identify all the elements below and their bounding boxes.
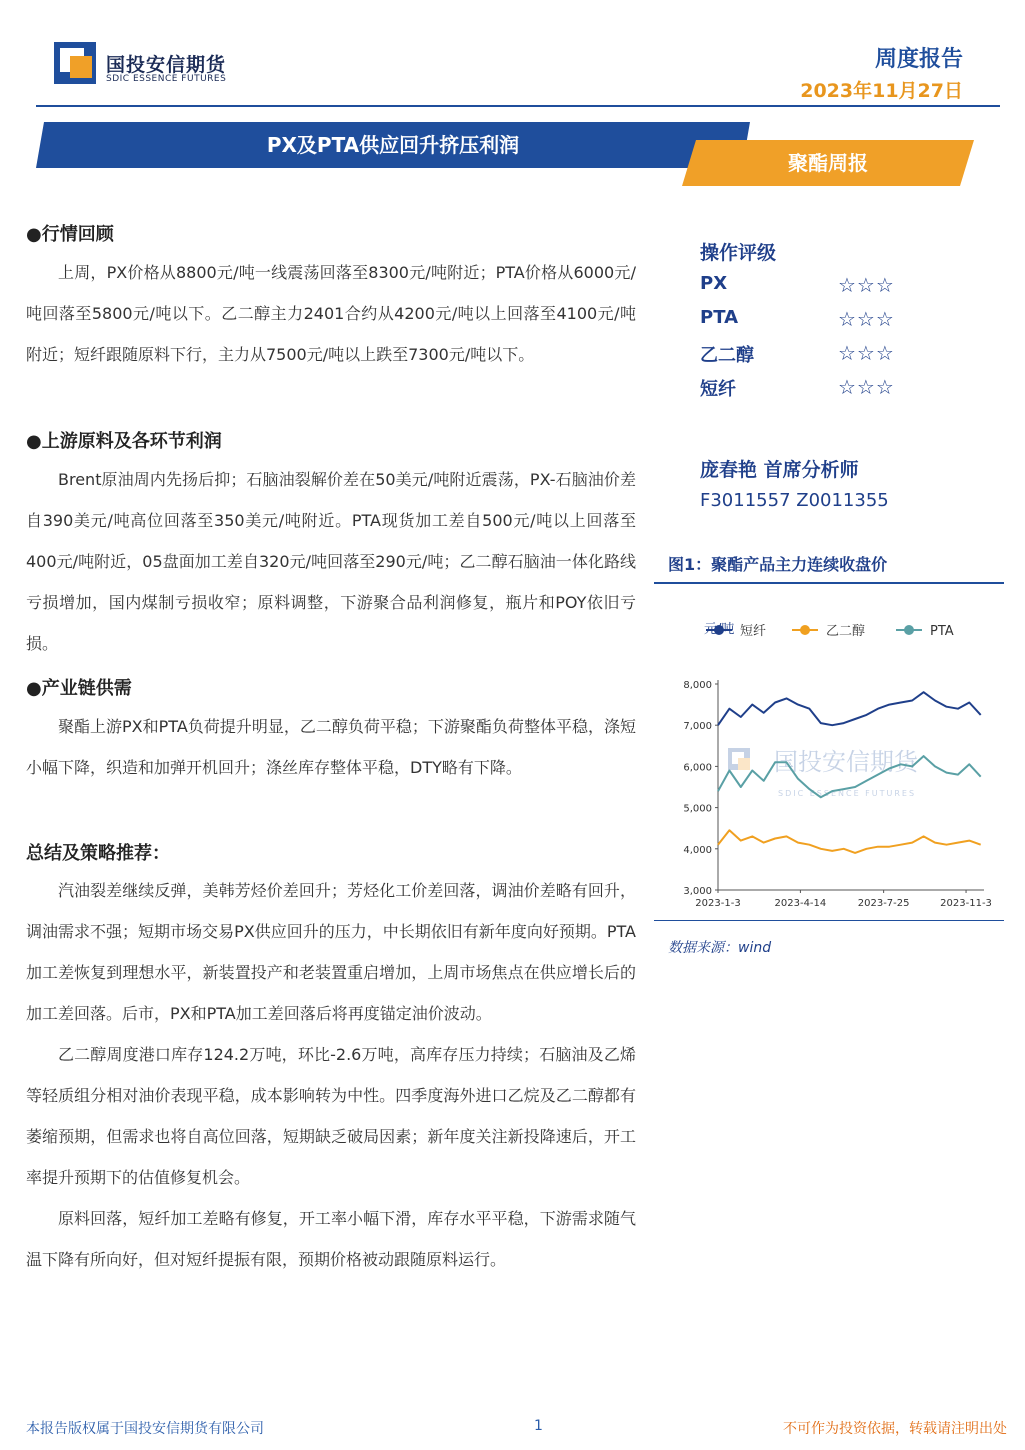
- watermark: [728, 748, 920, 798]
- company-logo-icon: [54, 42, 96, 84]
- watermark-cn: 国投安信期货: [774, 748, 918, 776]
- x-tick-label: 2023-7-25: [857, 898, 910, 909]
- section-heading-upstream: ●上游原料及各环节利润: [26, 431, 222, 452]
- y-tick-label: 7,000: [683, 721, 712, 733]
- report-category-tag: 聚酯周报: [788, 151, 868, 175]
- company-name-cn: 国投安信期货: [106, 54, 227, 76]
- report-date: 2023年11月27日: [800, 80, 963, 102]
- x-tick-label: 2023-1-3: [695, 898, 741, 909]
- section-heading-supply-demand: ●产业链供需: [26, 678, 132, 699]
- analyst-license-ids: F3011557 Z0011355: [700, 490, 889, 511]
- paragraph: 汽油裂差继续反弹，美韩芳烃价差回升；芳烃化工价差回落，调油价差略有回升，调油需求不强；短期市场交易PX供应回升的压力，中长期依旧有新年度向好预期。PTA加工差恢复到理想水平，新装置投产和老装置重启增加，上周市场焦点在供应增长后的加工差回落。后市，PX和PTA加工差回落后将再度锚定油价波动。: [26, 881, 636, 1023]
- analyst-name: 庞春艳 首席分析师: [700, 459, 859, 481]
- paragraph: 乙二醇周度港口库存124.2万吨，环比-2.6万吨，高库存压力持续；石脑油及乙烯等轻质组分相对油价表现平稳，成本影响转为中性。四季度海外进口乙烷及乙二醇都有萎缩预期，但需求也将自高位回落，短期缺乏破局因素；新年度关注新投降速后，开工率提升预期下的估值修复机会。: [26, 1045, 636, 1187]
- report-type: 周度报告: [874, 47, 963, 72]
- figure-divider-bottom: [654, 920, 1004, 921]
- rating-row-px: [700, 273, 910, 297]
- header-divider: [36, 105, 1000, 107]
- star-rating-icon: ☆☆☆: [838, 341, 895, 365]
- section-heading-strategy: 总结及策略推荐：: [26, 843, 170, 864]
- paragraph: 上周，PX价格从8800元/吨一线震荡回落至8300元/吨附近；PTA价格从6000元/吨回落至5800元/吨以下。乙二醇主力2401合约从4200元/吨以上回落至4100元/吨附近；短纤跟随原料下行，主力从7500元/吨以上跌至7300元/吨以下。: [26, 263, 636, 364]
- watermark-en: SDIC ESSENCE FUTURES: [778, 789, 917, 798]
- paragraph: 聚酯上游PX和PTA负荷提升明显，乙二醇负荷平稳；下游聚酯负荷整体平稳，涤短小幅下降，织造和加弹开机回升；涤丝库存整体平稳，DTY略有下降。: [26, 717, 636, 777]
- legend-marker-icon: [904, 625, 914, 635]
- y-tick-label: 3,000: [683, 886, 712, 897]
- section-body-market-review: [26, 252, 636, 375]
- page-number: 1: [534, 1418, 543, 1434]
- y-tick-label: 5,000: [683, 803, 712, 815]
- section-heading-market-review: ●行情回顾: [26, 224, 114, 245]
- chart-legend: [706, 623, 954, 639]
- figure-title: 图1：聚酯产品主力连续收盘价: [668, 555, 888, 574]
- x-tick-label: 2023-4-14: [774, 898, 827, 909]
- series-line-乙二醇: [718, 830, 981, 853]
- data-source: 数据来源：wind: [668, 940, 772, 956]
- report-title: PX及PTA供应回升挤压利润: [266, 133, 520, 157]
- section-body-strategy: [26, 870, 636, 1280]
- star-rating-icon: ☆☆☆: [838, 375, 895, 399]
- rating-name: 短纤: [700, 379, 736, 400]
- rating-name: 乙二醇: [700, 345, 754, 366]
- star-rating-icon: ☆☆☆: [838, 307, 895, 331]
- paragraph: Brent原油周内先扬后抑；石脑油裂解价差在50美元/吨附近震荡，PX-石脑油价差自390美元/吨高位回落至350美元/吨附近。PTA现货加工差自500元/吨以上回落至400元/吨附近，05盘面加工差自320元/吨回落至290元/吨；乙二醇石脑油一体化路线亏损增加，国内煤制亏损收窄；原料调整，下游聚合品利润修复，瓶片和POY依旧亏损。: [26, 470, 636, 653]
- rating-name: PTA: [700, 307, 739, 328]
- figure-divider-top: [654, 582, 1004, 584]
- footer-disclaimer: 不可作为投资依据，转载请注明出处: [783, 1421, 1007, 1437]
- section-body-supply-demand: [26, 706, 636, 788]
- rating-heading: 操作评级: [700, 242, 777, 264]
- rating-name: PX: [700, 273, 728, 294]
- y-tick-label: 8,000: [683, 680, 712, 691]
- y-axis-unit: 元/吨: [704, 622, 735, 637]
- legend-label: 乙二醇: [826, 624, 866, 639]
- price-line-chart: [660, 600, 1000, 920]
- legend-marker-icon: [800, 625, 810, 635]
- y-tick-label: 4,000: [683, 844, 712, 856]
- section-body-upstream: [26, 459, 636, 664]
- rating-row-psf: [700, 375, 910, 399]
- star-rating-icon: ☆☆☆: [838, 273, 895, 297]
- company-name-en: SDIC ESSENCE FUTURES: [106, 74, 227, 84]
- rating-row-meg: [700, 341, 910, 365]
- y-tick-label: 6,000: [683, 762, 712, 774]
- rating-row-pta: [700, 307, 910, 331]
- paragraph: 原料回落，短纤加工差略有修复，开工率小幅下滑，库存水平平稳，下游需求随气温下降有所向好，但对短纤提振有限，预期价格被动跟随原料运行。: [26, 1209, 636, 1269]
- x-tick-label: 2023-11-3: [940, 898, 992, 909]
- legend-label: PTA: [930, 624, 954, 639]
- footer-copyright: 本报告版权属于国投安信期货有限公司: [26, 1421, 264, 1437]
- legend-label: 短纤: [740, 624, 767, 639]
- series-line-短纤: [718, 692, 981, 725]
